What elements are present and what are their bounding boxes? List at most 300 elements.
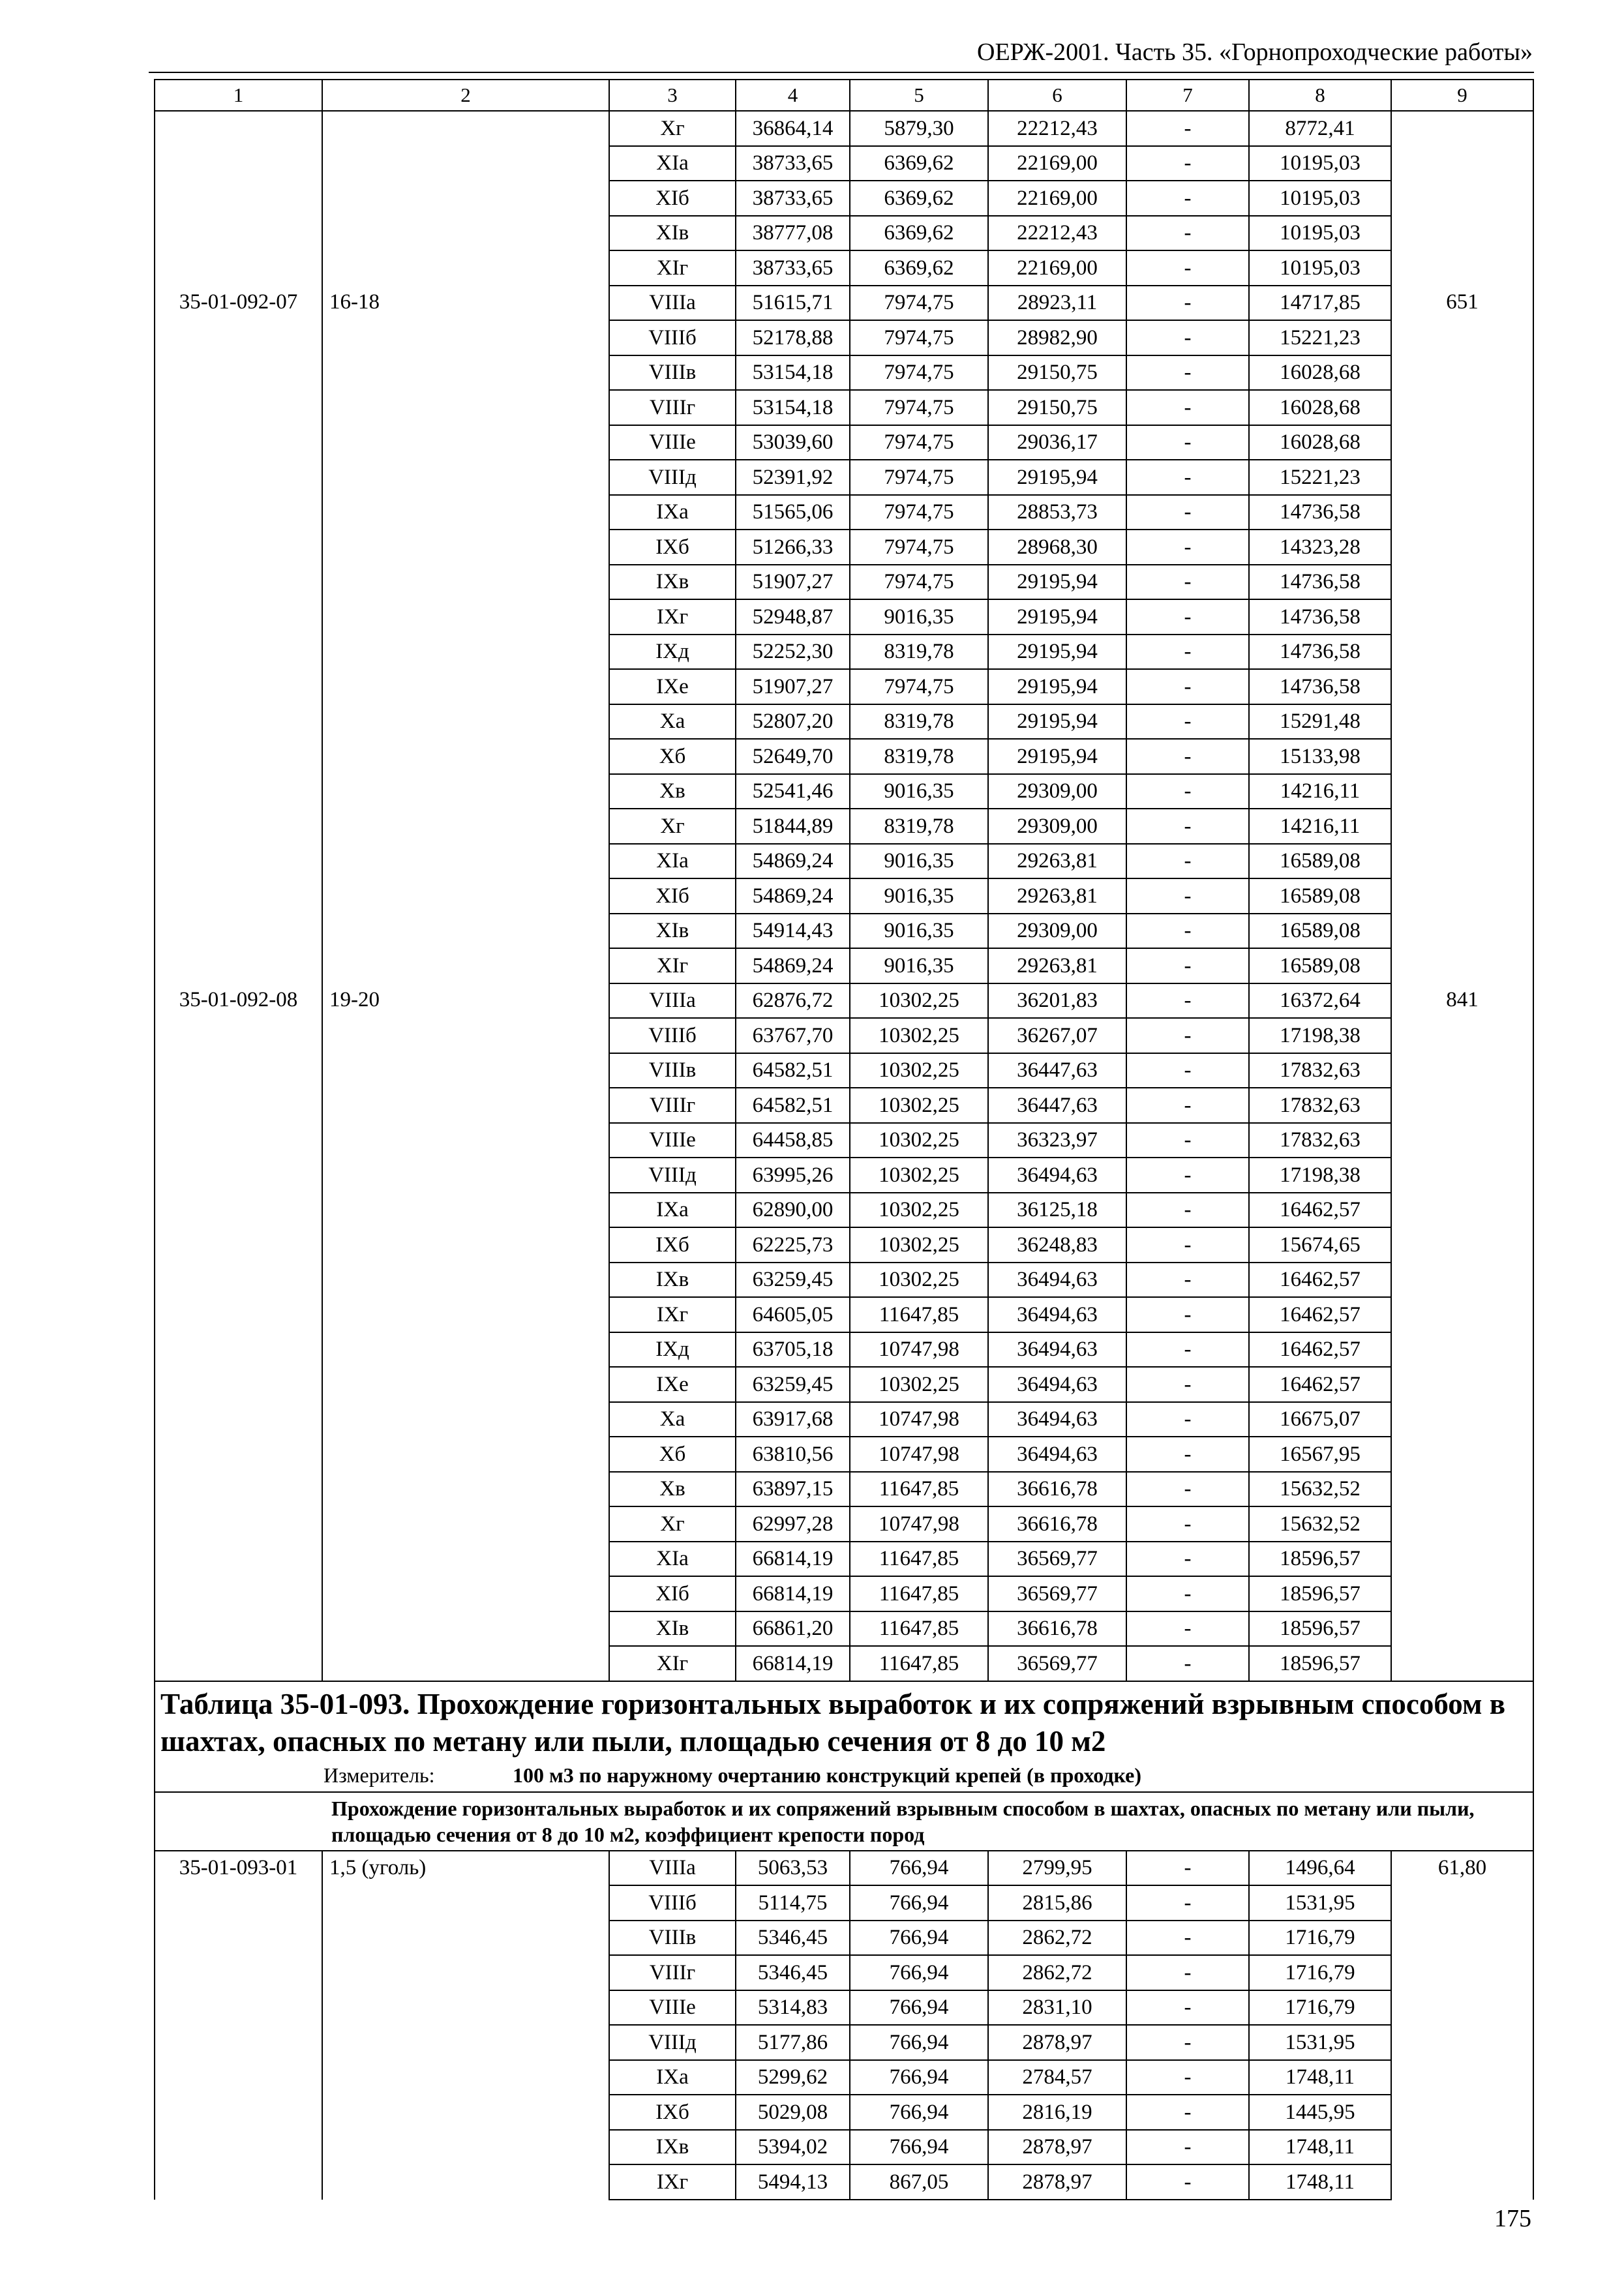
value-cell: 9016,35 bbox=[850, 878, 988, 914]
section-type-cell: Xа bbox=[609, 704, 736, 740]
value-cell: 10302,25 bbox=[850, 1123, 988, 1158]
value-cell: 29195,94 bbox=[988, 704, 1126, 740]
section-type-cell: VIIIг bbox=[609, 390, 736, 425]
value-cell: 1748,11 bbox=[1249, 2060, 1391, 2095]
value-cell: 2784,57 bbox=[988, 2060, 1126, 2095]
value-cell: 66814,19 bbox=[736, 1646, 850, 1681]
value-cell: 36864,14 bbox=[736, 111, 850, 146]
value-cell: 11647,85 bbox=[850, 1472, 988, 1507]
value-cell: 10302,25 bbox=[850, 1193, 988, 1228]
value-cell: - bbox=[1126, 530, 1249, 565]
value-cell: 51565,06 bbox=[736, 495, 850, 530]
rock-category-cell: 19-20 bbox=[322, 983, 609, 1681]
value-cell: 36248,83 bbox=[988, 1227, 1126, 1263]
value-cell: 14736,58 bbox=[1249, 495, 1391, 530]
value-cell: 11647,85 bbox=[850, 1611, 988, 1647]
value-cell: 36494,63 bbox=[988, 1158, 1126, 1193]
section-type-cell: IXд bbox=[609, 635, 736, 670]
section-type-cell: VIIIа bbox=[609, 286, 736, 321]
value-cell: 10195,03 bbox=[1249, 216, 1391, 251]
value-cell: 5394,02 bbox=[736, 2130, 850, 2165]
value-cell: - bbox=[1126, 250, 1249, 286]
value-cell: 36494,63 bbox=[988, 1437, 1126, 1472]
value-cell: 766,94 bbox=[850, 2025, 988, 2060]
value-cell: 52391,92 bbox=[736, 460, 850, 495]
value-cell: 36494,63 bbox=[988, 1367, 1126, 1402]
value-cell: 7974,75 bbox=[850, 425, 988, 460]
section-type-cell: XIв bbox=[609, 914, 736, 949]
value-cell: 29309,00 bbox=[988, 914, 1126, 949]
value-cell: 1748,11 bbox=[1249, 2164, 1391, 2200]
measure-label: Измеритель: bbox=[323, 1763, 435, 1787]
value-cell: 5314,83 bbox=[736, 1990, 850, 2026]
value-cell: 8319,78 bbox=[850, 739, 988, 774]
column-number: 8 bbox=[1249, 80, 1391, 111]
value-cell: 766,94 bbox=[850, 1990, 988, 2026]
value-cell: 38733,65 bbox=[736, 250, 850, 286]
value-cell: 17832,63 bbox=[1249, 1123, 1391, 1158]
section-type-cell: IXа bbox=[609, 1193, 736, 1228]
value-cell: 63917,68 bbox=[736, 1402, 850, 1437]
section-type-cell: VIIIе bbox=[609, 425, 736, 460]
value-cell: 11647,85 bbox=[850, 1542, 988, 1577]
value-cell: 52541,46 bbox=[736, 774, 850, 809]
column-number: 1 bbox=[155, 80, 322, 111]
value-cell: - bbox=[1126, 1332, 1249, 1368]
section-type-cell: IXе bbox=[609, 1367, 736, 1402]
value-cell: 1716,79 bbox=[1249, 1955, 1391, 1990]
value-cell: 10195,03 bbox=[1249, 181, 1391, 216]
section-type-cell: Xб bbox=[609, 1437, 736, 1472]
value-cell: 766,94 bbox=[850, 1955, 988, 1990]
section-type-cell: XIа bbox=[609, 844, 736, 879]
value-cell: 36569,77 bbox=[988, 1542, 1126, 1577]
value-cell: 15221,23 bbox=[1249, 460, 1391, 495]
value-cell: 29195,94 bbox=[988, 460, 1126, 495]
value-cell: - bbox=[1126, 2130, 1249, 2165]
value-cell: 63259,45 bbox=[736, 1367, 850, 1402]
value-cell: 14736,58 bbox=[1249, 669, 1391, 704]
value-cell: 22169,00 bbox=[988, 250, 1126, 286]
value-cell: - bbox=[1126, 635, 1249, 670]
value-cell: 36616,78 bbox=[988, 1506, 1126, 1542]
value-cell: 10302,25 bbox=[850, 983, 988, 1019]
value-cell: 29263,81 bbox=[988, 948, 1126, 983]
value-cell: 52948,87 bbox=[736, 599, 850, 635]
value-cell: - bbox=[1126, 460, 1249, 495]
value-cell: 11647,85 bbox=[850, 1646, 988, 1681]
value-cell: 64605,05 bbox=[736, 1297, 850, 1332]
section-type-cell: IXб bbox=[609, 530, 736, 565]
table-row bbox=[155, 983, 1533, 1019]
column-9-cell bbox=[1391, 111, 1533, 286]
value-cell: 15133,98 bbox=[1249, 739, 1391, 774]
value-cell: 7974,75 bbox=[850, 495, 988, 530]
value-cell: 8319,78 bbox=[850, 809, 988, 844]
value-cell: 8772,41 bbox=[1249, 111, 1391, 146]
value-cell: 10195,03 bbox=[1249, 146, 1391, 181]
section-type-cell: IXд bbox=[609, 1332, 736, 1368]
value-cell: 62225,73 bbox=[736, 1227, 850, 1263]
value-cell: - bbox=[1126, 2164, 1249, 2200]
rate-code-cell bbox=[155, 111, 322, 286]
section-type-cell: XIв bbox=[609, 1611, 736, 1647]
value-cell: - bbox=[1126, 111, 1249, 146]
column-number: 6 bbox=[988, 80, 1126, 111]
value-cell: 54869,24 bbox=[736, 844, 850, 879]
value-cell: 38777,08 bbox=[736, 216, 850, 251]
value-cell: 63810,56 bbox=[736, 1437, 850, 1472]
value-cell: 38733,65 bbox=[736, 146, 850, 181]
value-cell: 14736,58 bbox=[1249, 565, 1391, 600]
value-cell: 15291,48 bbox=[1249, 704, 1391, 740]
value-cell: 15221,23 bbox=[1249, 320, 1391, 355]
value-cell: 64582,51 bbox=[736, 1053, 850, 1088]
section-type-cell: Xг bbox=[609, 1506, 736, 1542]
value-cell: 1445,95 bbox=[1249, 2095, 1391, 2130]
section-type-cell: IXб bbox=[609, 1227, 736, 1263]
value-cell: 36447,63 bbox=[988, 1088, 1126, 1123]
value-cell: 16462,57 bbox=[1249, 1263, 1391, 1298]
value-cell: - bbox=[1126, 914, 1249, 949]
value-cell: - bbox=[1126, 1088, 1249, 1123]
value-cell: - bbox=[1126, 1851, 1249, 1886]
value-cell: 29309,00 bbox=[988, 774, 1126, 809]
value-cell: 22212,43 bbox=[988, 216, 1126, 251]
table-body bbox=[155, 80, 1533, 2200]
value-cell: 2815,86 bbox=[988, 1885, 1126, 1921]
value-cell: 6369,62 bbox=[850, 216, 988, 251]
value-cell: 29195,94 bbox=[988, 599, 1126, 635]
column-number: 2 bbox=[322, 80, 609, 111]
value-cell: 16589,08 bbox=[1249, 878, 1391, 914]
section-type-cell: XIг bbox=[609, 250, 736, 286]
value-cell: 17832,63 bbox=[1249, 1088, 1391, 1123]
value-cell: - bbox=[1126, 809, 1249, 844]
value-cell: 29195,94 bbox=[988, 669, 1126, 704]
section-type-cell: XIг bbox=[609, 948, 736, 983]
value-cell: 16462,57 bbox=[1249, 1367, 1391, 1402]
value-cell: 2816,19 bbox=[988, 2095, 1126, 2130]
value-cell: 7974,75 bbox=[850, 460, 988, 495]
value-cell: 9016,35 bbox=[850, 844, 988, 879]
rates-table bbox=[154, 79, 1534, 2200]
section-type-cell: IXв bbox=[609, 565, 736, 600]
table-row bbox=[155, 286, 1533, 321]
value-cell: 16589,08 bbox=[1249, 844, 1391, 879]
section-type-cell: IXв bbox=[609, 2130, 736, 2165]
rock-category-cell bbox=[322, 111, 609, 286]
value-cell: - bbox=[1126, 1611, 1249, 1647]
value-cell: 766,94 bbox=[850, 2130, 988, 2165]
value-cell: 2831,10 bbox=[988, 1990, 1126, 2026]
value-cell: 54914,43 bbox=[736, 914, 850, 949]
value-cell: 5177,86 bbox=[736, 2025, 850, 2060]
value-cell: 36494,63 bbox=[988, 1297, 1126, 1332]
value-cell: 7974,75 bbox=[850, 390, 988, 425]
value-cell: 10747,98 bbox=[850, 1506, 988, 1542]
value-cell: 36494,63 bbox=[988, 1332, 1126, 1368]
value-cell: 36569,77 bbox=[988, 1646, 1126, 1681]
value-cell: - bbox=[1126, 2060, 1249, 2095]
value-cell: 867,05 bbox=[850, 2164, 988, 2200]
value-cell: 18596,57 bbox=[1249, 1646, 1391, 1681]
value-cell: - bbox=[1126, 1472, 1249, 1507]
value-cell: 36267,07 bbox=[988, 1018, 1126, 1053]
value-cell: 63705,18 bbox=[736, 1332, 850, 1368]
section-type-cell: IXа bbox=[609, 495, 736, 530]
value-cell: 6369,62 bbox=[850, 181, 988, 216]
section-type-cell: IXг bbox=[609, 2164, 736, 2200]
column-number: 3 bbox=[609, 80, 736, 111]
section-type-cell: XIб bbox=[609, 181, 736, 216]
rock-category-cell: 16-18 bbox=[322, 286, 609, 983]
value-cell: 14717,85 bbox=[1249, 286, 1391, 321]
value-cell: - bbox=[1126, 878, 1249, 914]
value-cell: - bbox=[1126, 1227, 1249, 1263]
value-cell: 36616,78 bbox=[988, 1472, 1126, 1507]
value-cell: 53154,18 bbox=[736, 355, 850, 391]
value-cell: 8319,78 bbox=[850, 635, 988, 670]
value-cell: 9016,35 bbox=[850, 774, 988, 809]
value-cell: 15674,65 bbox=[1249, 1227, 1391, 1263]
value-cell: 5029,08 bbox=[736, 2095, 850, 2130]
value-cell: 36323,97 bbox=[988, 1123, 1126, 1158]
value-cell: 8319,78 bbox=[850, 704, 988, 740]
section-type-cell: VIIIб bbox=[609, 1018, 736, 1053]
value-cell: 7974,75 bbox=[850, 669, 988, 704]
value-cell: 11647,85 bbox=[850, 1576, 988, 1611]
value-cell: - bbox=[1126, 1263, 1249, 1298]
value-cell: 766,94 bbox=[850, 1921, 988, 1956]
value-cell: 16462,57 bbox=[1249, 1193, 1391, 1228]
value-cell: 766,94 bbox=[850, 1885, 988, 1921]
value-cell: 16462,57 bbox=[1249, 1297, 1391, 1332]
value-cell: - bbox=[1126, 216, 1249, 251]
section-type-cell: IXг bbox=[609, 599, 736, 635]
value-cell: - bbox=[1126, 774, 1249, 809]
value-cell: 16589,08 bbox=[1249, 914, 1391, 949]
value-cell: 64458,85 bbox=[736, 1123, 850, 1158]
value-cell: 64582,51 bbox=[736, 1088, 850, 1123]
value-cell: 5299,62 bbox=[736, 2060, 850, 2095]
value-cell: 1531,95 bbox=[1249, 2025, 1391, 2060]
value-cell: 22169,00 bbox=[988, 181, 1126, 216]
value-cell: - bbox=[1126, 1542, 1249, 1577]
value-cell: 5494,13 bbox=[736, 2164, 850, 2200]
section-type-cell: VIIIд bbox=[609, 2025, 736, 2060]
value-cell: 11647,85 bbox=[850, 1297, 988, 1332]
value-cell: 36494,63 bbox=[988, 1263, 1126, 1298]
value-cell: - bbox=[1126, 355, 1249, 391]
value-cell: - bbox=[1126, 2025, 1249, 2060]
section-type-cell: Xг bbox=[609, 809, 736, 844]
value-cell: - bbox=[1126, 286, 1249, 321]
column-number: 9 bbox=[1391, 80, 1533, 111]
section-type-cell: XIб bbox=[609, 878, 736, 914]
section-type-cell: Xб bbox=[609, 739, 736, 774]
value-cell: 5346,45 bbox=[736, 1955, 850, 1990]
value-cell: - bbox=[1126, 1297, 1249, 1332]
section-type-cell: VIIIв bbox=[609, 1921, 736, 1956]
value-cell: 62876,72 bbox=[736, 983, 850, 1019]
value-cell: 29036,17 bbox=[988, 425, 1126, 460]
value-cell: 15632,52 bbox=[1249, 1472, 1391, 1507]
value-cell: - bbox=[1126, 390, 1249, 425]
value-cell: 9016,35 bbox=[850, 914, 988, 949]
value-cell: 7974,75 bbox=[850, 320, 988, 355]
value-cell: 10302,25 bbox=[850, 1053, 988, 1088]
value-cell: 66814,19 bbox=[736, 1542, 850, 1577]
value-cell: - bbox=[1126, 983, 1249, 1019]
value-cell: 1716,79 bbox=[1249, 1990, 1391, 2026]
section-type-cell: XIб bbox=[609, 1576, 736, 1611]
value-cell: 14736,58 bbox=[1249, 635, 1391, 670]
value-cell: 29150,75 bbox=[988, 390, 1126, 425]
value-cell: - bbox=[1126, 146, 1249, 181]
value-cell: 17198,38 bbox=[1249, 1018, 1391, 1053]
measure-line bbox=[160, 1761, 1527, 1789]
value-cell: 62997,28 bbox=[736, 1506, 850, 1542]
section-type-cell: VIIIв bbox=[609, 1053, 736, 1088]
column-number: 4 bbox=[736, 80, 850, 111]
value-cell: 54869,24 bbox=[736, 878, 850, 914]
value-cell: 2878,97 bbox=[988, 2025, 1126, 2060]
value-cell: 16028,68 bbox=[1249, 355, 1391, 391]
value-cell: 17832,63 bbox=[1249, 1053, 1391, 1088]
section-type-cell: IXв bbox=[609, 1263, 736, 1298]
page-number: 175 bbox=[1494, 2205, 1531, 2232]
value-cell: - bbox=[1126, 1576, 1249, 1611]
value-cell: 14216,11 bbox=[1249, 809, 1391, 844]
value-cell: 9016,35 bbox=[850, 599, 988, 635]
value-cell: 28923,11 bbox=[988, 286, 1126, 321]
section-type-cell: Xа bbox=[609, 1402, 736, 1437]
section-type-cell: IXг bbox=[609, 1297, 736, 1332]
column-9-cell: 61,80 bbox=[1391, 1851, 1533, 2200]
section-type-cell: IXб bbox=[609, 2095, 736, 2130]
value-cell: - bbox=[1126, 669, 1249, 704]
value-cell: - bbox=[1126, 1053, 1249, 1088]
value-cell: 7974,75 bbox=[850, 565, 988, 600]
value-cell: 16028,68 bbox=[1249, 390, 1391, 425]
value-cell: 52807,20 bbox=[736, 704, 850, 740]
section-type-cell: Xв bbox=[609, 1472, 736, 1507]
value-cell: - bbox=[1126, 1506, 1249, 1542]
value-cell: - bbox=[1126, 565, 1249, 600]
value-cell: 766,94 bbox=[850, 2060, 988, 2095]
value-cell: 51266,33 bbox=[736, 530, 850, 565]
value-cell: - bbox=[1126, 1402, 1249, 1437]
value-cell: - bbox=[1126, 1955, 1249, 1990]
value-cell: 52178,88 bbox=[736, 320, 850, 355]
value-cell: 7974,75 bbox=[850, 286, 988, 321]
value-cell: - bbox=[1126, 1367, 1249, 1402]
value-cell: - bbox=[1126, 1885, 1249, 1921]
header-rule bbox=[149, 72, 1534, 73]
value-cell: 10747,98 bbox=[850, 1402, 988, 1437]
value-cell: 7974,75 bbox=[850, 355, 988, 391]
value-cell: 2799,95 bbox=[988, 1851, 1126, 1886]
value-cell: 10302,25 bbox=[850, 1227, 988, 1263]
value-cell: 29150,75 bbox=[988, 355, 1126, 391]
value-cell: 2862,72 bbox=[988, 1955, 1126, 1990]
value-cell: 18596,57 bbox=[1249, 1611, 1391, 1647]
table-title-cell bbox=[155, 1681, 1533, 1792]
value-cell: 16675,07 bbox=[1249, 1402, 1391, 1437]
value-cell: 62890,00 bbox=[736, 1193, 850, 1228]
table-description-row bbox=[155, 1792, 1533, 1851]
section-type-cell: VIIIа bbox=[609, 983, 736, 1019]
value-cell: 766,94 bbox=[850, 2095, 988, 2130]
value-cell: 36494,63 bbox=[988, 1402, 1126, 1437]
value-cell: 2878,97 bbox=[988, 2130, 1126, 2165]
section-type-cell: VIIIе bbox=[609, 1990, 736, 2026]
value-cell: 18596,57 bbox=[1249, 1542, 1391, 1577]
value-cell: 36616,78 bbox=[988, 1611, 1126, 1647]
value-cell: 2862,72 bbox=[988, 1921, 1126, 1956]
value-cell: 63767,70 bbox=[736, 1018, 850, 1053]
column-number: 7 bbox=[1126, 80, 1249, 111]
value-cell: - bbox=[1126, 599, 1249, 635]
value-cell: 10302,25 bbox=[850, 1263, 988, 1298]
table-description: Прохождение горизонтальных выработок и их сопряжений взрывным способом в шахтах, опасных по метану или пыли, площадью сечения от 8 до 10 м2, коэффициент крепости пород bbox=[155, 1792, 1533, 1851]
value-cell: - bbox=[1126, 844, 1249, 879]
column-number: 5 bbox=[850, 80, 988, 111]
section-type-cell: XIа bbox=[609, 1542, 736, 1577]
section-type-cell: IXа bbox=[609, 2060, 736, 2095]
value-cell: 14216,11 bbox=[1249, 774, 1391, 809]
section-type-cell: VIIIб bbox=[609, 320, 736, 355]
rate-code-cell: 35-01-093-01 bbox=[155, 1851, 322, 2200]
value-cell: - bbox=[1126, 1921, 1249, 1956]
value-cell: 51844,89 bbox=[736, 809, 850, 844]
value-cell: 38733,65 bbox=[736, 181, 850, 216]
value-cell: 36125,18 bbox=[988, 1193, 1126, 1228]
value-cell: 29309,00 bbox=[988, 809, 1126, 844]
value-cell: - bbox=[1126, 704, 1249, 740]
table-title: Таблица 35-01-093. Прохождение горизонтальных выработок и их сопряжений взрывным способом в шахтах, опасных по метану или пыли, площадью сечения от 8 до 10 м2 bbox=[160, 1687, 1506, 1758]
section-type-cell: Xв bbox=[609, 774, 736, 809]
value-cell: 36447,63 bbox=[988, 1053, 1126, 1088]
value-cell: 52252,30 bbox=[736, 635, 850, 670]
value-cell: 766,94 bbox=[850, 1851, 988, 1886]
value-cell: - bbox=[1126, 425, 1249, 460]
value-cell: 16567,95 bbox=[1249, 1437, 1391, 1472]
value-cell: 1531,95 bbox=[1249, 1885, 1391, 1921]
section-type-cell: VIIIа bbox=[609, 1851, 736, 1886]
value-cell: 14323,28 bbox=[1249, 530, 1391, 565]
section-type-cell: VIIIг bbox=[609, 1088, 736, 1123]
value-cell: 16589,08 bbox=[1249, 948, 1391, 983]
value-cell: - bbox=[1126, 1990, 1249, 2026]
value-cell: 52649,70 bbox=[736, 739, 850, 774]
section-type-cell: XIа bbox=[609, 146, 736, 181]
value-cell: 66814,19 bbox=[736, 1576, 850, 1611]
value-cell: 10195,03 bbox=[1249, 250, 1391, 286]
value-cell: 7974,75 bbox=[850, 530, 988, 565]
section-type-cell: VIIIе bbox=[609, 1123, 736, 1158]
value-cell: 53154,18 bbox=[736, 390, 850, 425]
section-type-cell: IXе bbox=[609, 669, 736, 704]
value-cell: 10302,25 bbox=[850, 1158, 988, 1193]
value-cell: 5063,53 bbox=[736, 1851, 850, 1886]
section-type-cell: VIIIб bbox=[609, 1885, 736, 1921]
value-cell: 5879,30 bbox=[850, 111, 988, 146]
value-cell: 36201,83 bbox=[988, 983, 1126, 1019]
value-cell: 63995,26 bbox=[736, 1158, 850, 1193]
value-cell: 63897,15 bbox=[736, 1472, 850, 1507]
